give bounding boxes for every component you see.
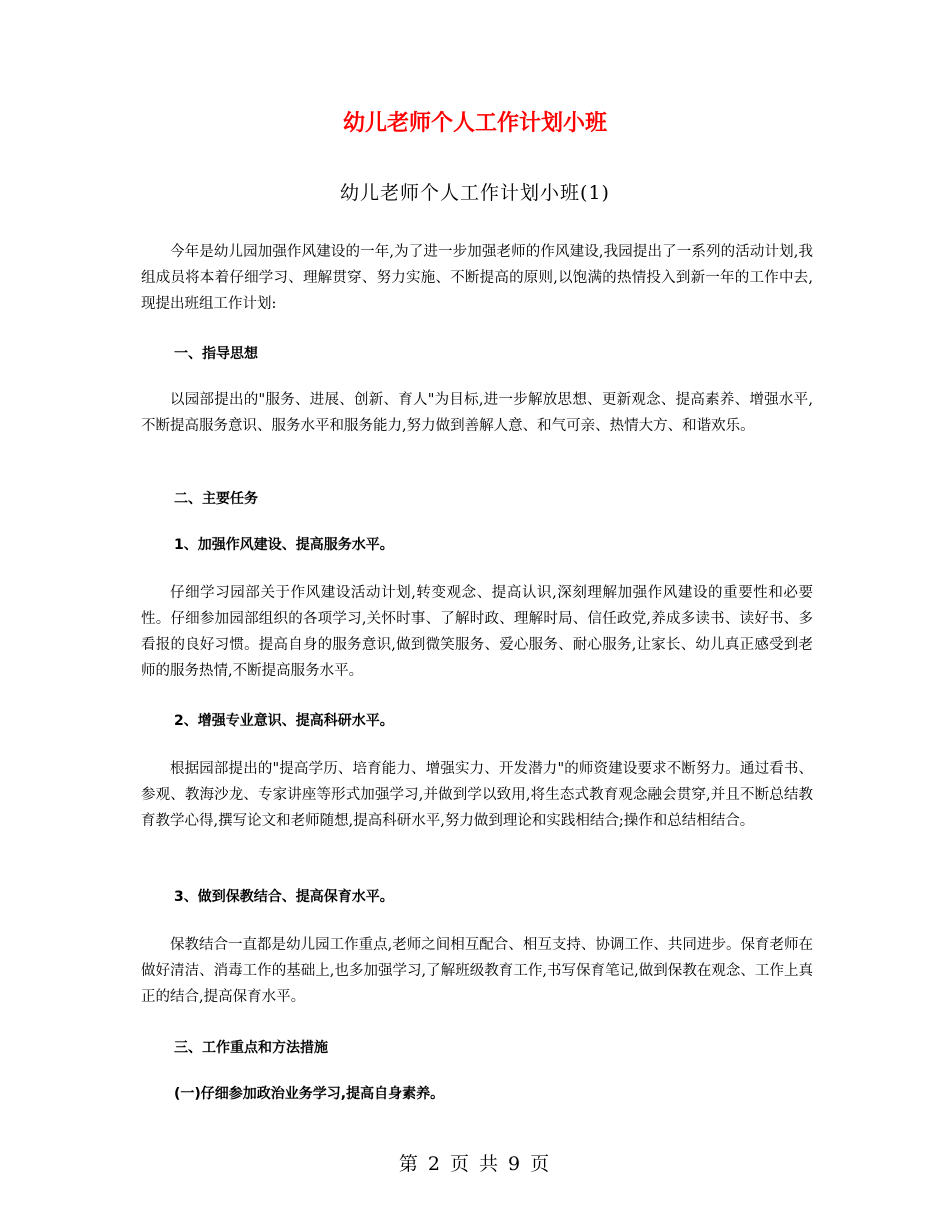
- task-heading-2: 2、增强专业意识、提高科研水平。: [174, 713, 394, 729]
- section-heading-main-tasks: 二、主要任务: [174, 491, 258, 507]
- task-body-2: 根据园部提出的"提高学历、培育能力、增强实力、开发潜力"的师资建设要求不断努力。通过看书、参观、教海沙龙、专家讲座等形式加强学习,并做到学以致用,将生态式教育观念融会贯穿,并且不断总结教育教学心得,撰写论文和老师随想,提高科研水平,努力做到理论和实践相结合;操作和总结相结合。: [141, 761, 813, 829]
- section-body-guiding-thought: 以园部提出的"服务、进展、创新、育人"为目标,进一步解放思想、更新观念、提高素养、增强水平,不断提高服务意识、服务水平和服务能力,努力做到善解人意、和气可亲、热情大方、和谐欢乐。: [141, 392, 813, 434]
- task-body-1: 仔细学习园部关于作风建设活动计划,转变观念、提高认识,深刻理解加强作风建设的重要性和必要性。仔细参加园部组织的各项学习,关怀时事、了解时政、理解时局、信任政党,养成多读书、读好书、多看报的良好习惯。提高自身的服务意识,做到微笑服务、爱心服务、耐心服务,让家长、幼儿真正感受到老师的服务热情,不断提高服务水平。: [141, 585, 813, 679]
- page-number-footer: 第 2 页 共 9 页: [398, 1153, 552, 1175]
- task-heading-1: 1、加强作风建设、提高服务水平。: [174, 537, 394, 553]
- document-title: 幼儿老师个人工作计划小班: [342, 111, 607, 136]
- document-subtitle: 幼儿老师个人工作计划小班(1): [340, 182, 610, 204]
- intro-paragraph: 今年是幼儿园加强作风建设的一年,为了进一步加强老师的作风建设,我园提出了一系列的活动计划,我组成员将本着仔细学习、理解贯穿、努力实施、不断提高的原则,以饱满的热情投入到新一年的工作中去,现提出班组工作计划:: [141, 244, 813, 312]
- section-heading-guiding-thought: 一、指导思想: [174, 346, 258, 362]
- subsection-heading-1: (一)仔细参加政治业务学习,提高自身素养。: [174, 1086, 445, 1102]
- task-heading-3: 3、做到保教结合、提高保育水平。: [174, 889, 394, 905]
- section-heading-key-work: 三、工作重点和方法措施: [174, 1040, 328, 1056]
- task-body-3: 保教结合一直都是幼儿园工作重点,老师之间相互配合、相互支持、协调工作、共同进步。保育老师在做好清洁、消毒工作的基础上,也多加强学习,了解班级教育工作,书写保育笔记,做到保教在观念、工作上真正的结合,提高保育水平。: [141, 937, 813, 1005]
